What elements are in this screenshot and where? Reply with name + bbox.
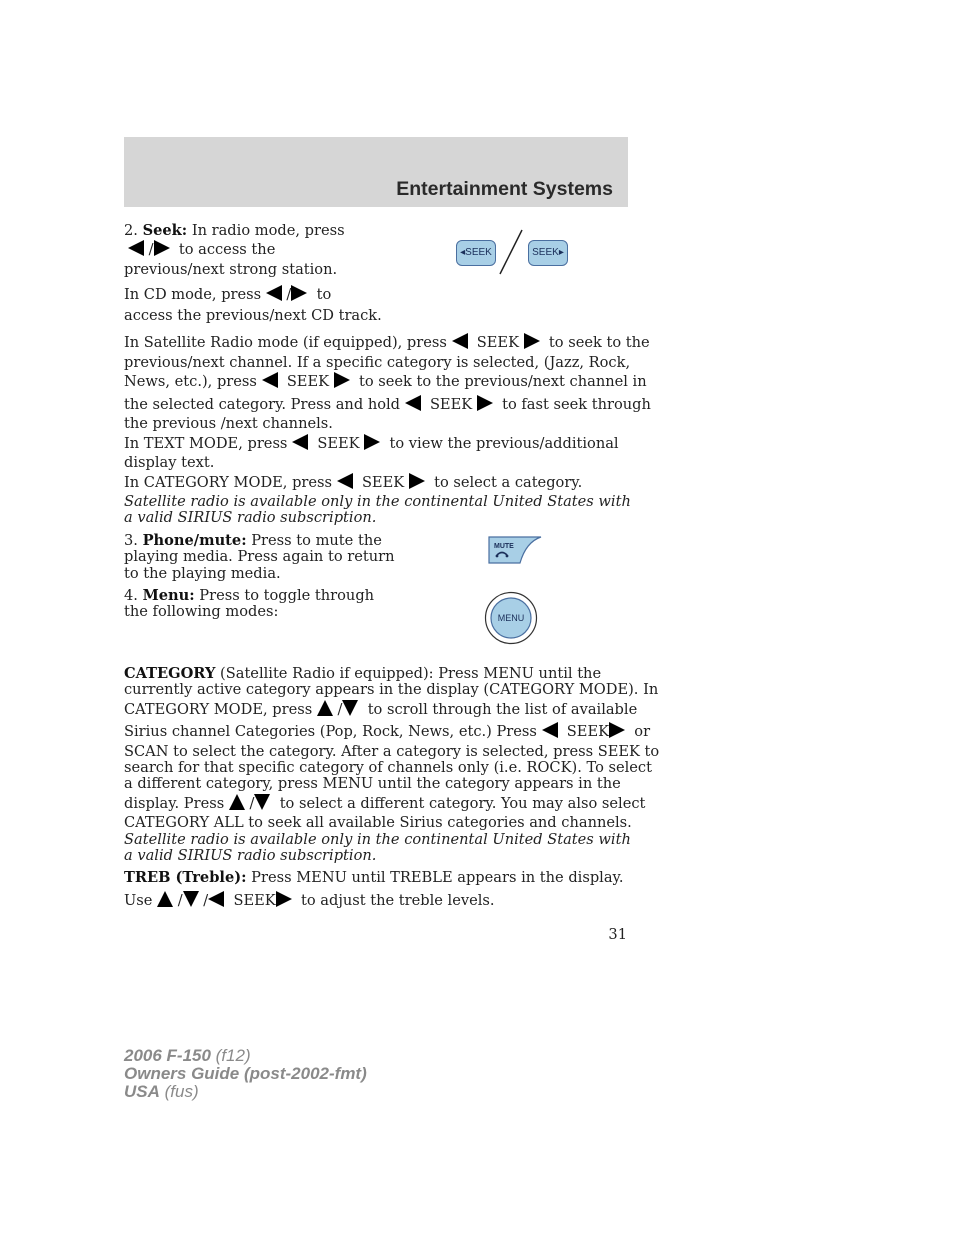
category-line-7: a different category, press MENU until the category appears in the — [124, 775, 621, 792]
category-label: CATEGORY — [124, 665, 216, 682]
phone-mute-label: Phone/mute: — [142, 532, 247, 549]
left-arrow-icon — [542, 722, 558, 738]
footer-line-2: Owners Guide (post-2002-fmt) — [124, 1064, 367, 1083]
down-arrow-icon — [254, 794, 270, 810]
mute-button[interactable] — [488, 536, 544, 566]
slash-divider-icon — [496, 228, 526, 276]
footer-line-1: 2006 F-150 (f12) — [124, 1046, 251, 1065]
seek-line-2: / to access the — [128, 240, 275, 259]
up-arrow-icon — [229, 794, 245, 810]
section-title: Entertainment Systems — [396, 178, 613, 200]
left-arrow-icon — [337, 473, 353, 489]
left-arrow-icon — [266, 285, 282, 301]
right-arrow-icon — [609, 722, 625, 738]
left-arrow-icon — [208, 891, 224, 907]
cd-line-2: access the previous/next CD track. — [124, 307, 382, 324]
left-arrow-icon — [405, 395, 421, 411]
left-arrow-icon — [128, 240, 144, 256]
menu-line-2: the following modes: — [124, 603, 279, 620]
seek-back-button[interactable]: ◂SEEK — [456, 240, 496, 266]
up-arrow-icon — [157, 891, 173, 907]
category-line-4: Sirius channel Categories (Pop, Rock, News, etc.) Press SEEK or — [124, 723, 651, 740]
footer-line-3: USA (fus) — [124, 1082, 199, 1101]
right-arrow-icon — [291, 285, 307, 301]
left-arrow-icon — [452, 333, 468, 349]
page-number: 31 — [608, 926, 627, 943]
category-note-line-2: a valid SIRIUS radio subscription. — [124, 847, 377, 864]
up-arrow-icon — [317, 700, 333, 716]
sat-line-5: the previous /next channels. — [124, 415, 333, 432]
down-arrow-icon — [342, 700, 358, 716]
category-line-1: CATEGORY (Satellite Radio if equipped): Press MENU until the — [124, 665, 602, 682]
cd-line-1: In CD mode, press / to — [124, 286, 332, 303]
seek-line-3: previous/next strong station. — [124, 261, 338, 278]
sat-line-1: In Satellite Radio mode (if equipped), press SEEK to seek to the — [124, 334, 650, 351]
category-line-5: SCAN to select the category. After a category is selected, press SEEK to — [124, 743, 660, 760]
right-arrow-icon — [334, 372, 350, 388]
phone-mute-line-2: playing media. Press again to return — [124, 548, 395, 565]
seek-forward-button[interactable]: SEEK▸ — [528, 240, 568, 266]
left-arrow-icon — [262, 372, 278, 388]
right-arrow-icon — [524, 333, 540, 349]
left-arrow-icon — [292, 434, 308, 450]
seek-line-1: 2. Seek: In radio mode, press — [124, 222, 345, 239]
category-line-6: search for that specific category of channels only (i.e. ROCK). To select — [124, 759, 652, 776]
category-line-8: display. Press / to select a different category. You may also select — [124, 795, 646, 812]
treble-line-2: Use / / SEEK to adjust the treble levels. — [124, 892, 495, 909]
right-arrow-icon — [477, 395, 493, 411]
text-mode-line: In TEXT MODE, press SEEK to view the previous/additional — [124, 435, 619, 452]
category-mode-line: In CATEGORY MODE, press SEEK to select a category. — [124, 474, 583, 491]
seek-label: Seek: — [142, 222, 188, 239]
svg-text:MUTE: MUTE — [494, 543, 514, 550]
category-line-2: currently active category appears in the display (CATEGORY MODE). In — [124, 681, 659, 698]
treble-line-1: TREB (Treble): Press MENU until TREBLE appears in the display. — [124, 869, 624, 886]
menu-line-1: 4. Menu: Press to toggle through — [124, 587, 375, 604]
sat-line-3: News, etc.), press SEEK to seek to the previous/next channel in — [124, 373, 647, 390]
phone-mute-line-1: 3. Phone/mute: Press to mute the — [124, 532, 382, 549]
right-arrow-icon — [276, 891, 292, 907]
treble-label: TREB (Treble): — [124, 869, 247, 886]
sat-note-line-1: Satellite radio is available only in the continental United States with — [124, 493, 631, 510]
sat-line-4: the selected category. Press and hold SEEK to fast seek through — [124, 396, 651, 413]
right-arrow-icon — [364, 434, 380, 450]
sat-line-2: previous/next channel. If a specific category is selected, (Jazz, Rock, — [124, 354, 631, 371]
right-arrow-icon — [154, 240, 170, 256]
down-arrow-icon — [183, 891, 199, 907]
sat-note-line-2: a valid SIRIUS radio subscription. — [124, 509, 377, 526]
category-line-3: CATEGORY MODE, press / to scroll through the list of available — [124, 701, 638, 718]
document-footer — [124, 1047, 367, 1101]
svg-text:MENU: MENU — [497, 613, 525, 623]
right-arrow-icon — [409, 473, 425, 489]
section-header-band — [124, 137, 628, 207]
category-line-9: CATEGORY ALL to seek all available Sirius categories and channels. — [124, 814, 632, 831]
menu-button[interactable] — [484, 591, 538, 645]
menu-label: Menu: — [142, 587, 195, 604]
text-mode-line-2: display text. — [124, 454, 215, 471]
category-note-line-1: Satellite radio is available only in the continental United States with — [124, 831, 631, 848]
phone-mute-line-3: to the playing media. — [124, 565, 281, 582]
